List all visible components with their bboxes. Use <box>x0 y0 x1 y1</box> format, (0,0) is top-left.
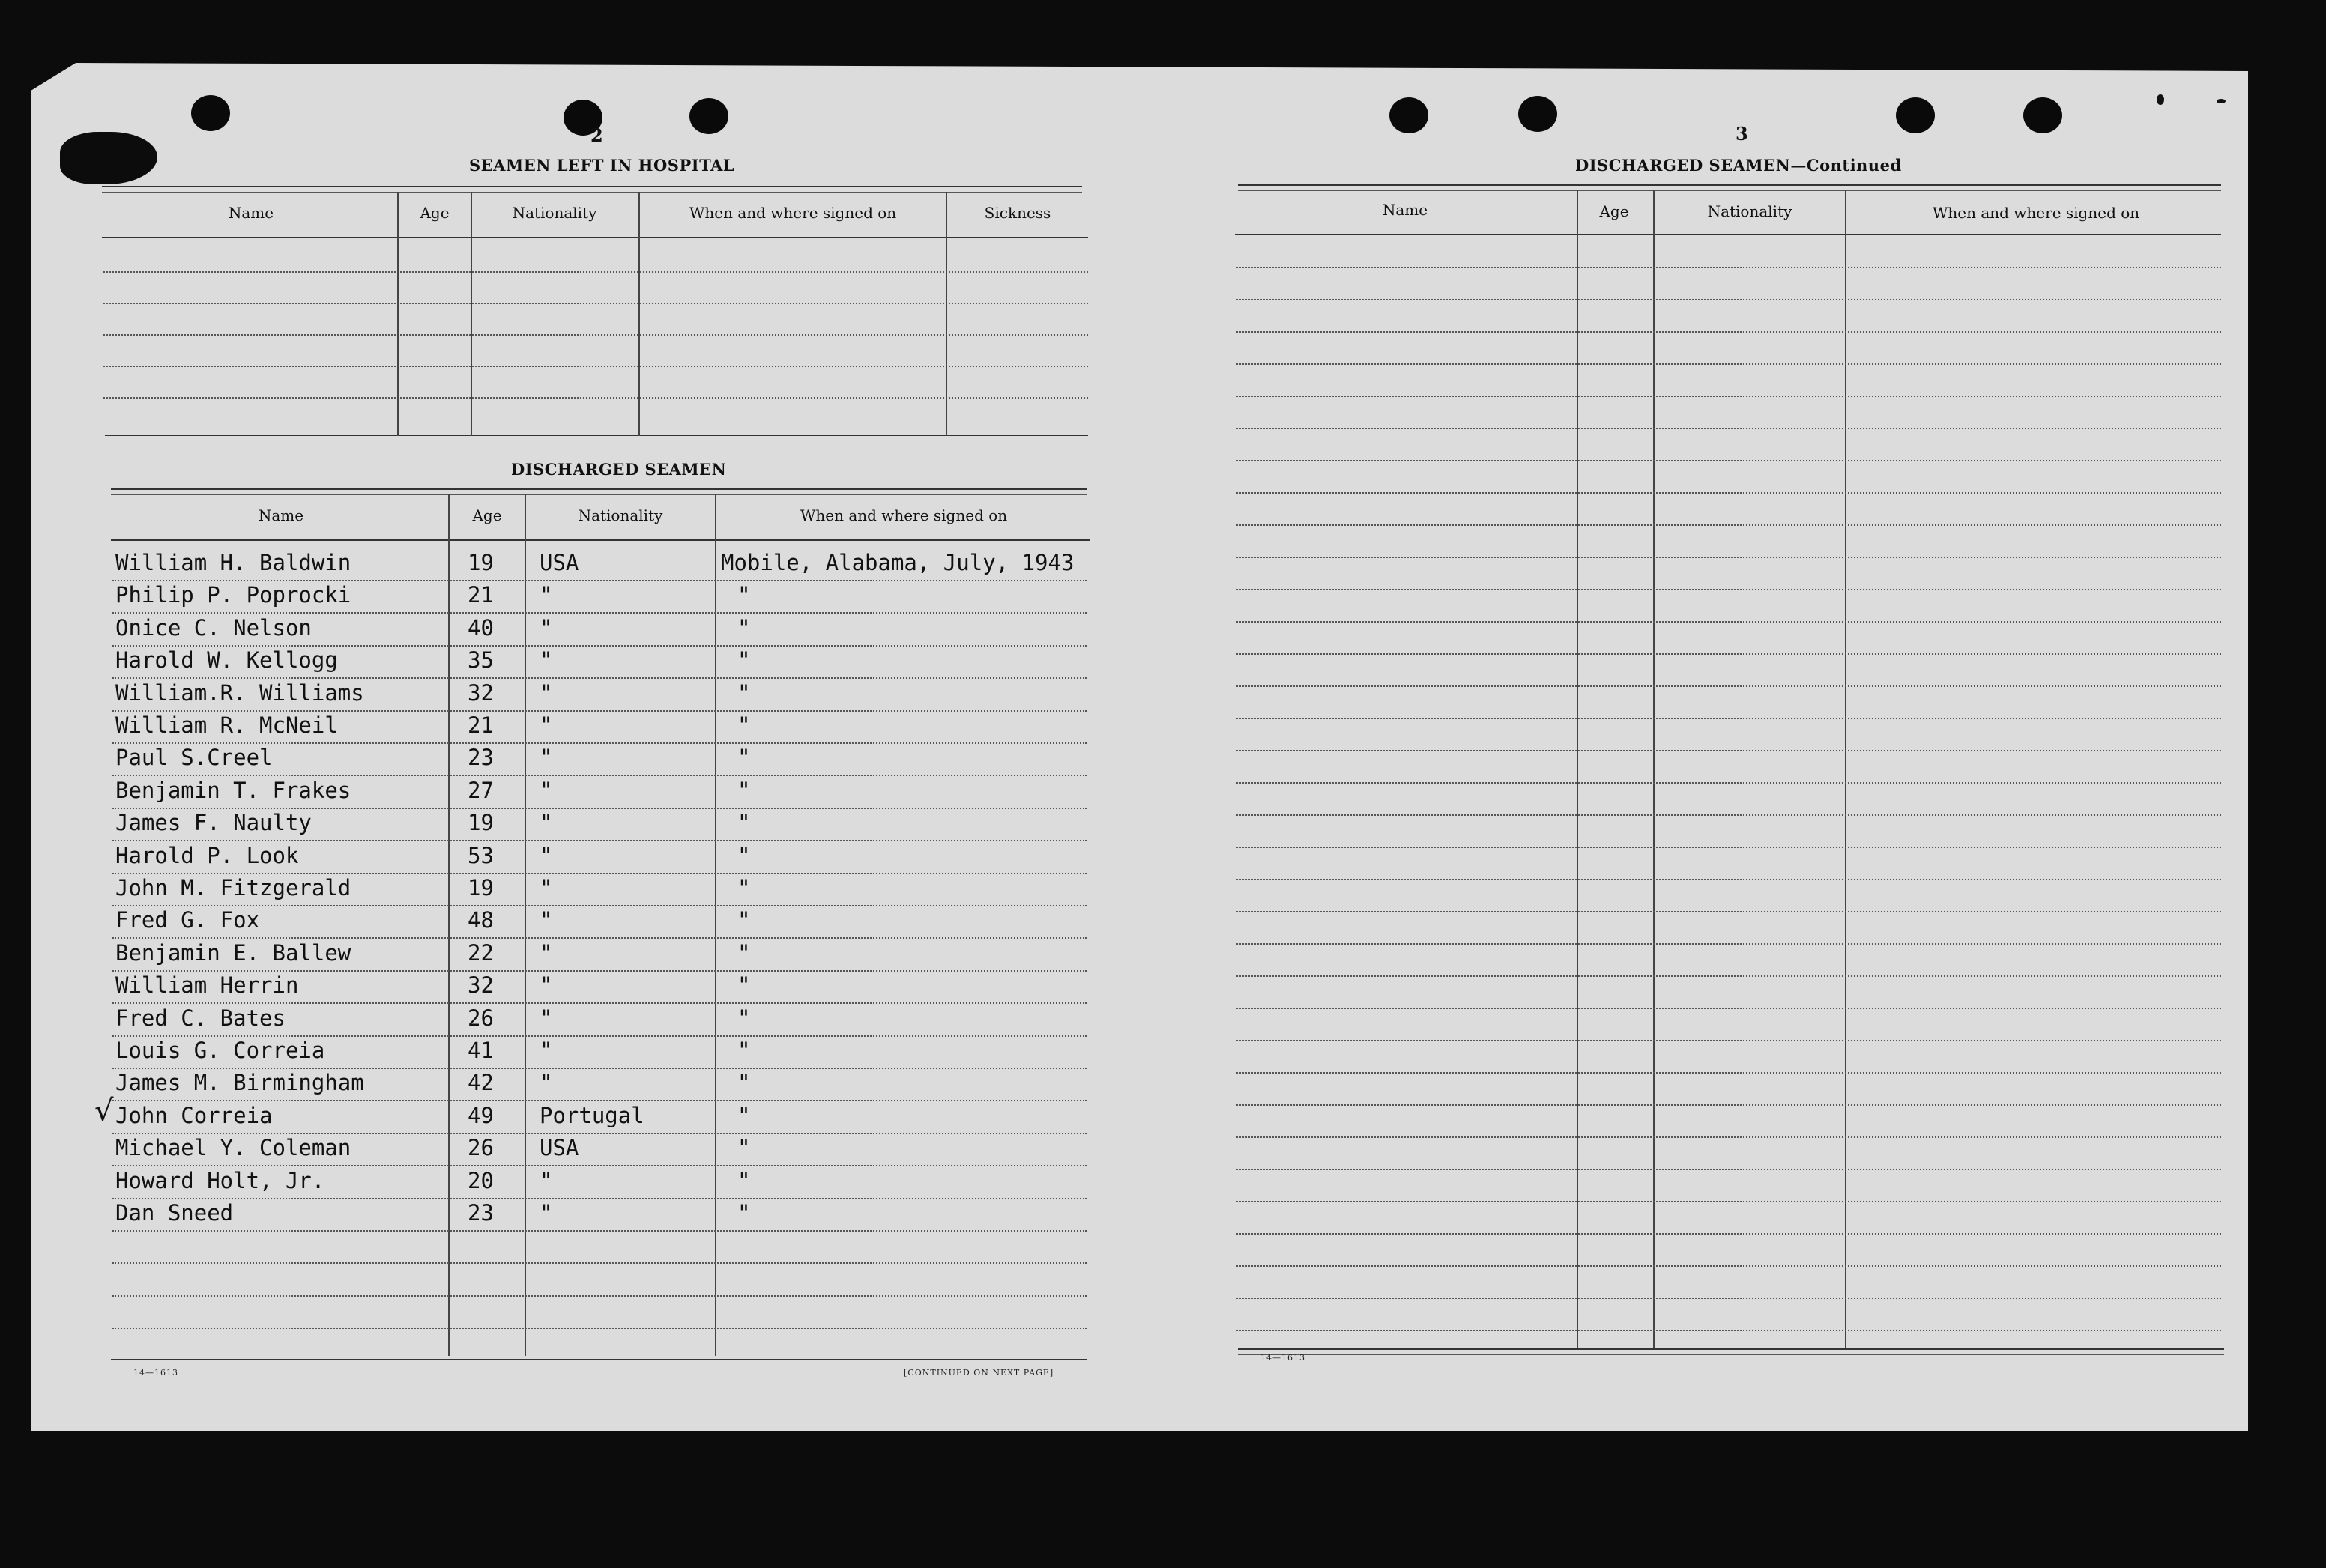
seaman-signed-on: " <box>737 614 751 641</box>
seaman-age: 19 <box>468 875 494 900</box>
hospital-col-sickness: Sickness <box>984 204 1051 222</box>
seaman-age: 48 <box>468 907 494 933</box>
rule <box>1238 1348 2224 1350</box>
row-rule <box>112 840 1087 841</box>
seaman-name: Fred G. Fox <box>115 907 260 933</box>
row-rule <box>112 1035 1087 1037</box>
column-rule <box>715 494 716 1356</box>
row-rule <box>1236 1169 2221 1170</box>
seaman-nationality: USA <box>540 1135 579 1161</box>
seaman-nationality: Portugal <box>540 1102 644 1128</box>
row-rule <box>1236 363 2221 365</box>
seaman-age: 42 <box>468 1070 494 1096</box>
seaman-name: Philip P. Poprocki <box>115 582 351 608</box>
seaman-age: 32 <box>468 972 494 999</box>
column-rule <box>946 192 947 436</box>
row-rule <box>1236 1330 2221 1331</box>
seaman-nationality: " <box>540 1200 553 1226</box>
row-rule <box>1236 718 2221 719</box>
seaman-age: 21 <box>468 582 494 608</box>
row-rule <box>1236 685 2221 687</box>
seaman-signed-on: " <box>737 875 751 900</box>
row-rule <box>1236 879 2221 880</box>
discharged-section-title: DISCHARGED SEAMEN <box>511 460 727 479</box>
seaman-signed-on: " <box>737 1005 751 1031</box>
row-rule <box>112 808 1087 809</box>
right-page-number: 3 <box>1736 123 1748 145</box>
seaman-name: Benjamin E. Ballew <box>115 939 351 966</box>
row-rule <box>1236 750 2221 751</box>
rule <box>111 1359 1087 1360</box>
seaman-nationality: " <box>540 939 553 966</box>
continued-note: [CONTINUED ON NEXT PAGE] <box>904 1368 1054 1378</box>
hospital-col-nationality: Nationality <box>512 204 597 222</box>
row-rule <box>1236 653 2221 655</box>
row-rule <box>112 970 1087 972</box>
check-mark: √ <box>94 1094 114 1128</box>
seaman-signed-on: " <box>737 777 751 803</box>
seaman-name: Benjamin T. Frakes <box>115 777 351 803</box>
rule <box>102 237 1088 238</box>
column-rule <box>397 192 399 436</box>
seaman-nationality: " <box>540 1038 553 1063</box>
row-rule <box>112 710 1087 712</box>
discharged-col-nationality: Nationality <box>578 506 663 524</box>
row-rule <box>1236 1072 2221 1074</box>
rule <box>102 192 1082 193</box>
discharged-col-name: Name <box>258 506 304 524</box>
hospital-section-title: SEAMEN LEFT IN HOSPITAL <box>469 156 735 175</box>
column-rule <box>471 192 472 436</box>
row-rule <box>1236 1040 2221 1041</box>
row-rule <box>1236 1298 2221 1299</box>
seaman-nationality: " <box>540 875 553 900</box>
seaman-nationality: " <box>540 777 553 803</box>
row-rule <box>1236 492 2221 494</box>
seaman-signed-on: " <box>737 1070 751 1096</box>
row-rule <box>1236 557 2221 558</box>
seaman-signed-on: " <box>737 842 751 868</box>
rule <box>1238 1354 2224 1355</box>
column-rule <box>448 494 450 1356</box>
seaman-age: 23 <box>468 745 494 771</box>
seaman-signed-on: " <box>737 1135 751 1161</box>
binder-hole <box>191 95 230 131</box>
row-rule <box>112 1328 1087 1329</box>
seaman-nationality: " <box>540 1167 553 1193</box>
seaman-name: Harold P. Look <box>115 842 299 868</box>
row-rule <box>112 1230 1087 1232</box>
seaman-age: 49 <box>468 1102 494 1128</box>
row-rule <box>1236 943 2221 945</box>
row-rule <box>1236 396 2221 397</box>
seaman-nationality: " <box>540 810 553 836</box>
row-rule <box>112 645 1087 647</box>
binder-hole <box>689 98 728 134</box>
seaman-age: 22 <box>468 939 494 966</box>
row-rule <box>1236 782 2221 784</box>
rule <box>105 435 1088 436</box>
row-rule <box>1236 1008 2221 1009</box>
seaman-name: Howard Holt, Jr. <box>115 1167 325 1193</box>
rule <box>1235 234 2221 235</box>
seaman-name: William.R. Williams <box>115 679 364 706</box>
right-col-name: Name <box>1382 201 1428 219</box>
torn-corner <box>60 132 157 184</box>
seaman-age: 41 <box>468 1038 494 1063</box>
seaman-signed-on: " <box>737 810 751 836</box>
seaman-signed-on: " <box>737 1038 751 1063</box>
seaman-name: Paul S.Creel <box>115 745 273 771</box>
seaman-nationality: " <box>540 614 553 641</box>
seaman-name: Michael Y. Coleman <box>115 1135 351 1161</box>
seaman-name: James M. Birmingham <box>115 1070 364 1096</box>
discharged-col-signed-on: When and where signed on <box>800 506 1008 524</box>
seaman-nationality: " <box>540 972 553 999</box>
seaman-nationality: " <box>540 647 553 673</box>
seaman-age: 21 <box>468 712 494 738</box>
seaman-signed-on: Mobile, Alabama, July, 1943 <box>721 550 1075 575</box>
row-rule <box>1236 814 2221 816</box>
row-rule <box>1236 621 2221 623</box>
right-form-number: 14—1613 <box>1260 1353 1305 1363</box>
seaman-name: James F. Naulty <box>115 810 312 836</box>
seaman-nationality: " <box>540 842 553 868</box>
seaman-signed-on: " <box>737 1102 751 1128</box>
seaman-nationality: " <box>540 1005 553 1031</box>
seaman-age: 40 <box>468 614 494 641</box>
rule <box>102 186 1082 187</box>
hospital-col-age: Age <box>420 204 450 222</box>
column-rule <box>525 494 526 1356</box>
row-rule <box>1236 847 2221 848</box>
seaman-name: Onice C. Nelson <box>115 614 312 641</box>
left-form-number: 14—1613 <box>133 1368 178 1378</box>
seaman-signed-on: " <box>737 939 751 966</box>
seaman-age: 20 <box>468 1167 494 1193</box>
seaman-age: 53 <box>468 842 494 868</box>
rule <box>111 494 1087 495</box>
row-rule <box>112 1133 1087 1134</box>
rule <box>111 488 1087 490</box>
row-rule <box>1236 589 2221 590</box>
right-col-signed-on: When and where signed on <box>1932 204 2140 222</box>
binder-hole <box>2023 97 2062 133</box>
row-rule <box>1236 299 2221 300</box>
seaman-signed-on: " <box>737 582 751 608</box>
column-rule <box>638 192 640 436</box>
row-rule <box>1236 524 2221 526</box>
seaman-age: 26 <box>468 1135 494 1161</box>
row-rule <box>1236 460 2221 461</box>
row-rule <box>112 1100 1087 1101</box>
right-col-nationality: Nationality <box>1707 202 1792 220</box>
left-page-number: 2 <box>590 124 603 146</box>
row-rule <box>112 1068 1087 1069</box>
row-rule <box>1236 975 2221 977</box>
seaman-name: Harold W. Kellogg <box>115 647 338 673</box>
speck <box>2157 94 2164 105</box>
row-rule <box>1236 1265 2221 1267</box>
row-rule <box>112 775 1087 776</box>
row-rule <box>103 334 1088 336</box>
row-rule <box>1236 267 2221 268</box>
row-rule <box>112 612 1087 614</box>
right-section-title: DISCHARGED SEAMEN—Continued <box>1575 156 1902 175</box>
seaman-name: William R. McNeil <box>115 712 338 738</box>
hospital-col-name: Name <box>228 204 274 222</box>
speck <box>2217 99 2226 103</box>
seaman-nationality: USA <box>540 550 579 575</box>
seaman-name: Louis G. Correia <box>115 1038 325 1063</box>
rule <box>111 539 1090 541</box>
seaman-nationality: " <box>540 712 553 738</box>
row-rule <box>103 366 1088 367</box>
seaman-nationality: " <box>540 679 553 706</box>
row-rule <box>112 1198 1087 1199</box>
row-rule <box>1236 331 2221 333</box>
binder-hole <box>1896 97 1935 133</box>
seaman-name: Dan Sneed <box>115 1200 234 1226</box>
seaman-signed-on: " <box>737 647 751 673</box>
row-rule <box>112 1165 1087 1166</box>
seaman-name: John M. Fitzgerald <box>115 875 351 900</box>
row-rule <box>112 1295 1087 1297</box>
row-rule <box>103 303 1088 304</box>
row-rule <box>1236 1136 2221 1138</box>
seaman-signed-on: " <box>737 1167 751 1193</box>
hospital-col-signed-on: When and where signed on <box>689 204 897 222</box>
row-rule <box>112 1262 1087 1264</box>
row-rule <box>1236 1233 2221 1235</box>
row-rule <box>112 742 1087 744</box>
seaman-signed-on: " <box>737 907 751 933</box>
right-col-age: Age <box>1599 202 1629 220</box>
rule <box>1238 190 2221 191</box>
row-rule <box>1236 911 2221 912</box>
row-rule <box>112 873 1087 874</box>
row-rule <box>1236 1201 2221 1202</box>
row-rule <box>112 905 1087 906</box>
seaman-signed-on: " <box>737 745 751 771</box>
seaman-nationality: " <box>540 1070 553 1096</box>
seaman-age: 35 <box>468 647 494 673</box>
rule <box>1238 184 2221 186</box>
seaman-age: 19 <box>468 550 494 575</box>
binder-hole <box>1518 96 1557 132</box>
row-rule <box>103 271 1088 273</box>
seaman-signed-on: " <box>737 1200 751 1226</box>
row-rule <box>112 1002 1087 1004</box>
row-rule <box>112 937 1087 939</box>
seaman-nationality: " <box>540 907 553 933</box>
row-rule <box>1236 428 2221 429</box>
seaman-name: Fred C. Bates <box>115 1005 286 1031</box>
seaman-signed-on: " <box>737 972 751 999</box>
seaman-age: 26 <box>468 1005 494 1031</box>
seaman-age: 27 <box>468 777 494 803</box>
row-rule <box>112 677 1087 679</box>
row-rule <box>112 580 1087 581</box>
discharged-col-age: Age <box>472 506 502 524</box>
binder-hole <box>1389 97 1428 133</box>
seaman-age: 32 <box>468 679 494 706</box>
seaman-signed-on: " <box>737 712 751 738</box>
seaman-age: 19 <box>468 810 494 836</box>
row-rule <box>103 397 1088 399</box>
seaman-age: 23 <box>468 1200 494 1226</box>
seaman-name: John Correia <box>115 1102 273 1128</box>
seaman-name: William H. Baldwin <box>115 550 351 575</box>
seaman-nationality: " <box>540 745 553 771</box>
seaman-nationality: " <box>540 582 553 608</box>
seaman-name: William Herrin <box>115 972 299 999</box>
seaman-signed-on: " <box>737 679 751 706</box>
row-rule <box>1236 1104 2221 1106</box>
